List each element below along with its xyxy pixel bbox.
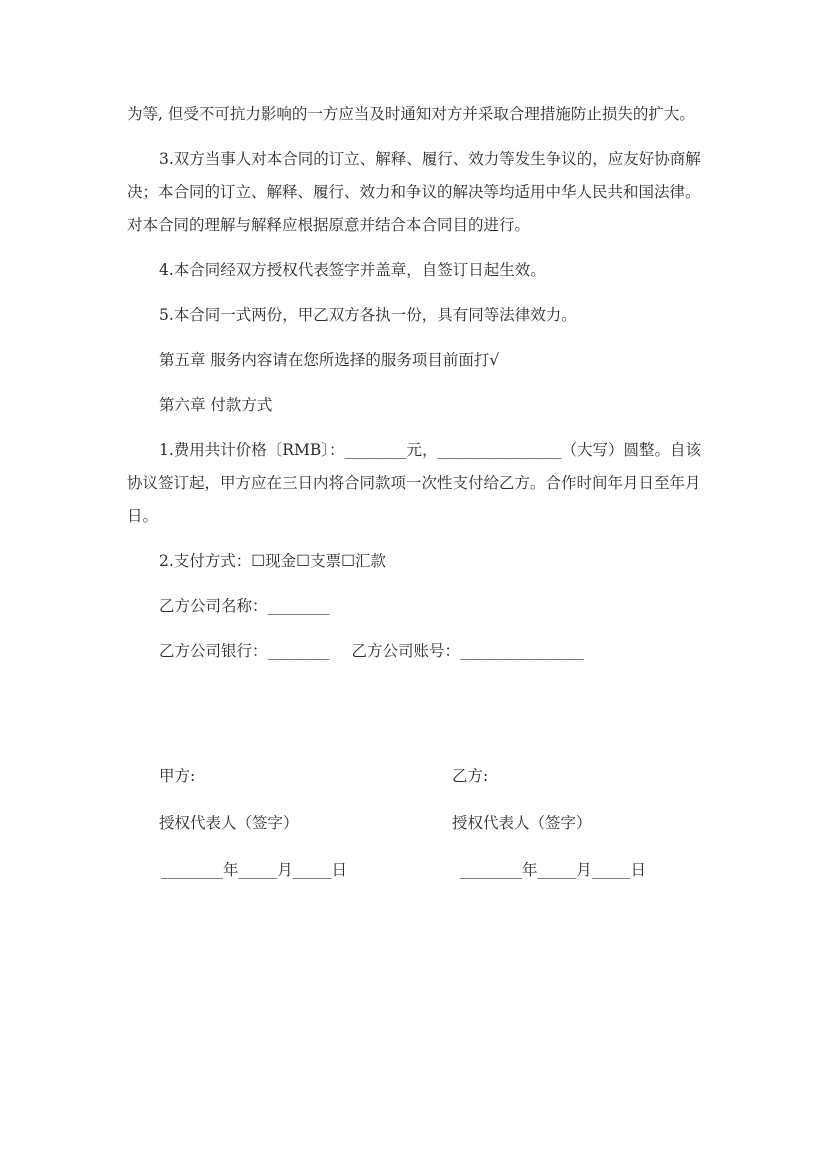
party-a-rep-label: 授权代表人（签字） (159, 814, 299, 832)
payment-amount-paragraph: 1.费用共计价格〔RMB〕：________元，________________（大写）圆整。自该协议签订起，甲方应在三日内将合同款项一次性支付给乙方。合作时间年月日至年月日。 (127, 441, 701, 525)
company-name-field: 乙方公司名称：________ (159, 597, 330, 615)
contract-body (127, 98, 707, 680)
party-b-rep-label: 授权代表人（签字） (452, 814, 592, 832)
force-majeure-paragraph: 为等, 但受不可抗力影响的一方应当及时通知对方并采取合理措施防止损失的扩大。 (127, 105, 695, 123)
dispute-resolution-paragraph: 3.双方当事人对本合同的订立、解释、履行、效力等发生争议的，应友好协商解决；本合同的订立、解释、履行、效力和争议的解决等均适用中华人民共和国法律。对本合同的理解与解释应根据原意并结合本合同目的进行。 (127, 150, 701, 234)
party-a-date-line: ________年_____月_____日 (161, 861, 348, 879)
company-bank-account-row (159, 635, 707, 668)
party-b-date-line: ________年_____月_____日 (460, 861, 647, 879)
company-bank-field: 乙方公司银行：________ (159, 642, 330, 660)
copies-paragraph: 5.本合同一式两份，甲乙双方各执一份，具有同等法律效力。 (159, 306, 577, 324)
party-b-label: 乙方: (452, 767, 489, 785)
party-b-signature-block (452, 760, 646, 901)
chapter-5-heading: 第五章 服务内容请在您所选择的服务项目前面打√ (159, 351, 500, 369)
company-account-field: 乙方公司账号：________________ (351, 642, 585, 660)
payment-method-field: 2.支付方式：☐现金☐支票☐汇款 (159, 552, 386, 570)
party-a-label: 甲方: (159, 767, 196, 785)
party-a-signature-block (159, 760, 347, 901)
chapter-6-heading: 第六章 付款方式 (159, 396, 273, 414)
effective-date-paragraph: 4.本合同经双方授权代表签字并盖章，自签订日起生效。 (159, 261, 546, 279)
